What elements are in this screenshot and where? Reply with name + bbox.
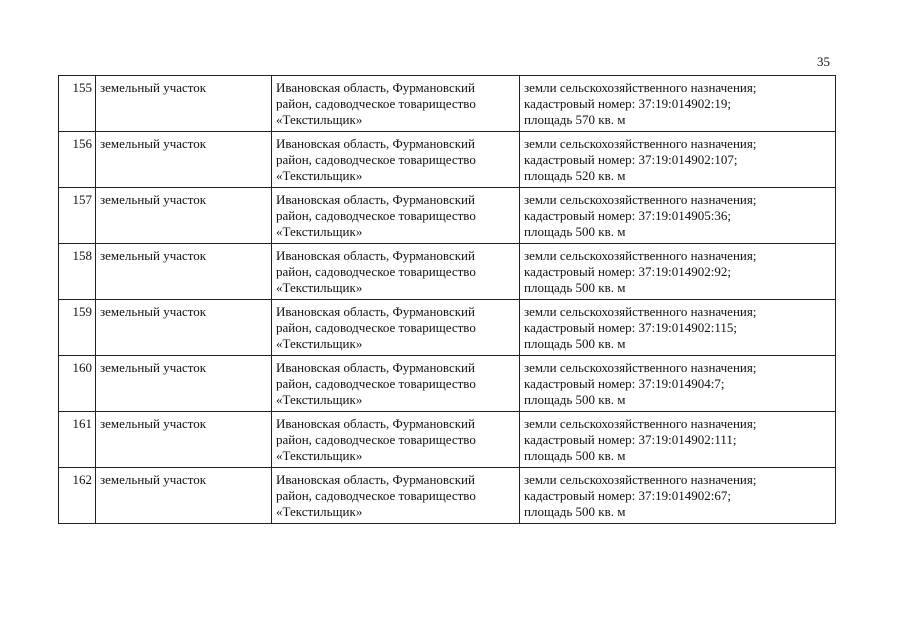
address-line: Ивановская область, Фурмановский <box>276 304 475 319</box>
row-number: 161 <box>59 412 96 468</box>
table-row <box>59 468 836 524</box>
description-line: площадь 500 кв. м <box>524 224 626 239</box>
row-number: 157 <box>59 188 96 244</box>
object-type: земельный участок <box>96 244 272 300</box>
description-line: площадь 500 кв. м <box>524 392 626 407</box>
description-line: кадастровый номер: 37:19:014902:92; <box>524 264 731 279</box>
object-address <box>272 188 520 244</box>
address-line: «Текстильщик» <box>276 168 363 183</box>
address-line: Ивановская область, Фурмановский <box>276 192 475 207</box>
object-description <box>520 76 836 132</box>
description-line: земли сельскохозяйственного назначения; <box>524 416 757 431</box>
row-number: 159 <box>59 300 96 356</box>
row-number: 162 <box>59 468 96 524</box>
object-type: земельный участок <box>96 412 272 468</box>
description-line: площадь 520 кв. м <box>524 168 626 183</box>
object-address <box>272 244 520 300</box>
object-description <box>520 188 836 244</box>
object-description <box>520 132 836 188</box>
object-address <box>272 412 520 468</box>
page-number: 35 <box>817 54 830 69</box>
address-line: Ивановская область, Фурмановский <box>276 80 475 95</box>
address-line: район, садоводческое товарищество <box>276 152 476 167</box>
table-row <box>59 132 836 188</box>
table-row <box>59 412 836 468</box>
object-description <box>520 412 836 468</box>
description-line: кадастровый номер: 37:19:014902:67; <box>524 488 731 503</box>
description-line: кадастровый номер: 37:19:014902:115; <box>524 320 737 335</box>
land-plot-table <box>58 75 836 524</box>
address-line: район, садоводческое товарищество <box>276 488 476 503</box>
address-line: «Текстильщик» <box>276 112 363 127</box>
description-line: земли сельскохозяйственного назначения; <box>524 136 757 151</box>
address-line: район, садоводческое товарищество <box>276 208 476 223</box>
description-line: кадастровый номер: 37:19:014902:111; <box>524 432 737 447</box>
row-number: 156 <box>59 132 96 188</box>
description-line: кадастровый номер: 37:19:014905:36; <box>524 208 731 223</box>
address-line: район, садоводческое товарищество <box>276 432 476 447</box>
address-line: «Текстильщик» <box>276 448 363 463</box>
description-line: кадастровый номер: 37:19:014902:19; <box>524 96 731 111</box>
object-type: земельный участок <box>96 300 272 356</box>
description-line: площадь 500 кв. м <box>524 280 626 295</box>
description-line: земли сельскохозяйственного назначения; <box>524 472 757 487</box>
object-address <box>272 76 520 132</box>
object-type: земельный участок <box>96 132 272 188</box>
address-line: район, садоводческое товарищество <box>276 376 476 391</box>
object-type: земельный участок <box>96 468 272 524</box>
description-line: площадь 570 кв. м <box>524 112 626 127</box>
address-line: район, садоводческое товарищество <box>276 264 476 279</box>
description-line: площадь 500 кв. м <box>524 336 626 351</box>
description-line: кадастровый номер: 37:19:014904:7; <box>524 376 725 391</box>
address-line: «Текстильщик» <box>276 336 363 351</box>
object-type: земельный участок <box>96 76 272 132</box>
address-line: район, садоводческое товарищество <box>276 96 476 111</box>
object-type: земельный участок <box>96 356 272 412</box>
row-number: 158 <box>59 244 96 300</box>
description-line: кадастровый номер: 37:19:014902:107; <box>524 152 738 167</box>
description-line: земли сельскохозяйственного назначения; <box>524 304 757 319</box>
row-number: 160 <box>59 356 96 412</box>
object-address <box>272 132 520 188</box>
row-number: 155 <box>59 76 96 132</box>
description-line: площадь 500 кв. м <box>524 504 626 519</box>
address-line: Ивановская область, Фурмановский <box>276 360 475 375</box>
address-line: район, садоводческое товарищество <box>276 320 476 335</box>
address-line: Ивановская область, Фурмановский <box>276 136 475 151</box>
address-line: «Текстильщик» <box>276 392 363 407</box>
description-line: земли сельскохозяйственного назначения; <box>524 192 757 207</box>
table-row <box>59 244 836 300</box>
table-row <box>59 356 836 412</box>
address-line: «Текстильщик» <box>276 504 363 519</box>
address-line: Ивановская область, Фурмановский <box>276 416 475 431</box>
object-description <box>520 468 836 524</box>
object-address <box>272 356 520 412</box>
description-line: земли сельскохозяйственного назначения; <box>524 360 757 375</box>
object-description <box>520 300 836 356</box>
description-line: земли сельскохозяйственного назначения; <box>524 80 757 95</box>
object-address <box>272 300 520 356</box>
description-line: земли сельскохозяйственного назначения; <box>524 248 757 263</box>
table-row <box>59 188 836 244</box>
address-line: «Текстильщик» <box>276 280 363 295</box>
object-description <box>520 244 836 300</box>
address-line: Ивановская область, Фурмановский <box>276 472 475 487</box>
object-address <box>272 468 520 524</box>
address-line: «Текстильщик» <box>276 224 363 239</box>
object-type: земельный участок <box>96 188 272 244</box>
table-row <box>59 300 836 356</box>
description-line: площадь 500 кв. м <box>524 448 626 463</box>
table-row <box>59 76 836 132</box>
object-description <box>520 356 836 412</box>
address-line: Ивановская область, Фурмановский <box>276 248 475 263</box>
